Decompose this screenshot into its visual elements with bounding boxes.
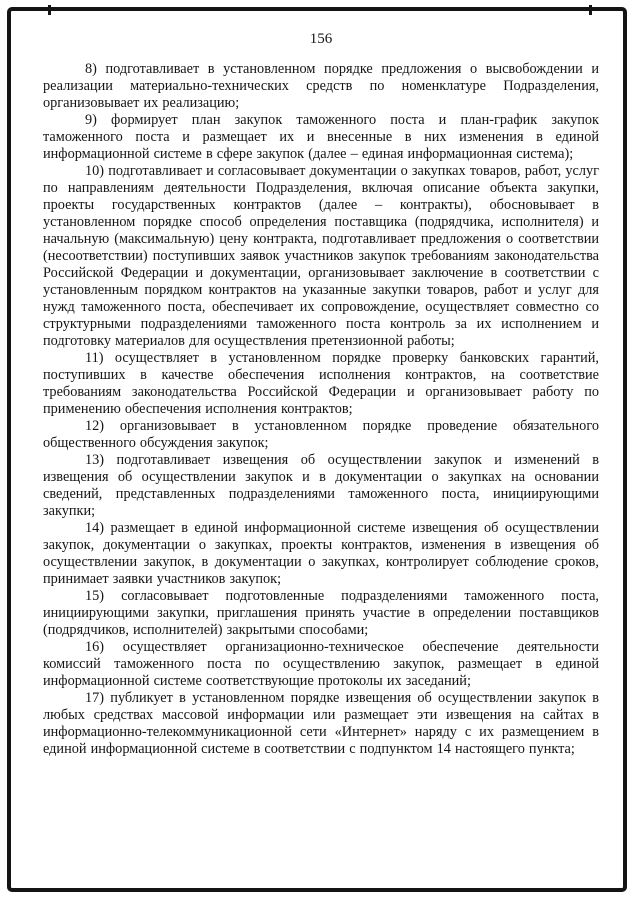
paragraph-8: 8) подготавливает в установленном порядке предложения о высвобождении и реализации материально-технических средств по номенклатуре Подразделения, организовывает их реализацию; [43,61,599,111]
paragraph-11: 11) осуществляет в установленном порядке проверку банковских гарантий, поступивших в качестве обеспечения исполнения контрактов, на соответствие требованиям законодательства Российской Федерации и организовывает работу по применению обеспечения исполнения контрактов; [43,350,599,417]
paragraph-13: 13) подготавливает извещения об осуществлении закупок и изменений в извещения об осуществлении закупок и в документации о закупках на основании сведений, представленных подразделениями таможенного поста, инициирующими закупки; [43,452,599,519]
paragraph-9: 9) формирует план закупок таможенного поста и план-график закупок таможенного поста и размещает их и внесенные в них изменения в единой информационной системе в сфере закупок (далее – единая информационная система); [43,112,599,162]
scan-artifact-left [48,5,51,15]
page-number: 156 [309,31,333,47]
paragraph-12: 12) организовывает в установленном порядке проведение обязательного общественного обсуждения закупок; [43,418,599,451]
paragraph-10: 10) подготавливает и согласовывает документации о закупках товаров, работ, услуг по направлениям деятельности Подразделения, включая описание объекта закупки, проекты государственных контрактов (далее – контракты), обосновывает в установленном порядке способ определения поставщика (подрядчика, исполнителя) и начальную (максимальную) цену контракта, подготавливает предложения о соответствии (несоответствии) поступивших заявок участников закупок требованиям законодательства Российской Федерации и документации, организовывает заключение в соответствии с установленным порядком контрактов на указанные закупки товаров, работ и услуг для нужд таможенного поста, обеспечивает их сопровождение, осуществляет совместно со структурными подразделениями таможенного поста контроль за их исполнением и подготовку материалов для осуществления претензионной работы; [43,163,599,349]
page-content [43,30,599,758]
scan-artifact-right [589,5,592,15]
paragraph-14: 14) размещает в единой информационной системе извещения об осуществлении закупок, документации о закупках, проекты контрактов, изменения в извещения об осуществлении закупок, в документации о закупках, контролирует соблюдение сроков, принимает заявки участников закупок; [43,520,599,587]
paragraph-16: 16) осуществляет организационно-техническое обеспечение деятельности комиссий таможенного поста по осуществлению закупок, размещает в единой информационной системе соответствующие протоколы их заседаний; [43,639,599,689]
paragraph-17: 17) публикует в установленном порядке извещения об осуществлении закупок в любых средствах массовой информации или размещает эти извещения на сайтах в информационно-телекоммуникационной сети «Интернет» наряду с их размещением в единой информационной системе в соответствии с подпунктом 14 настоящего пункта; [43,690,599,757]
paragraph-15: 15) согласовывает подготовленные подразделениями таможенного поста, инициирующими закупки, приглашения принять участие в определении поставщиков (подрядчиков, исполнителей) закрытыми способами; [43,588,599,638]
